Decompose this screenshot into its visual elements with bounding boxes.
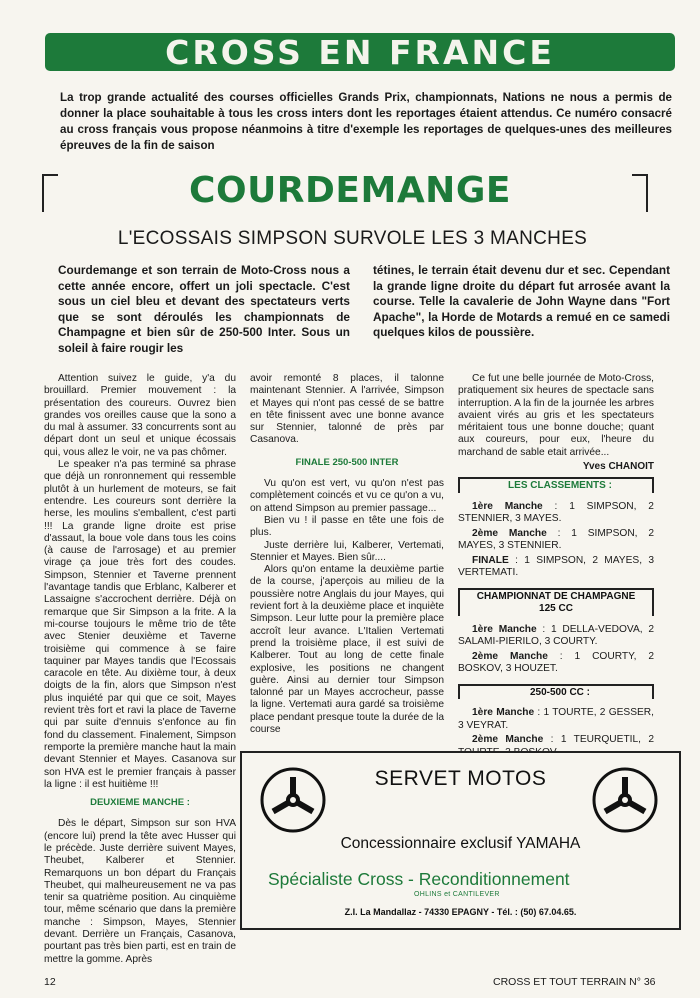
author-signature: Yves CHANOIT — [582, 461, 654, 473]
ad-dealer-line: Concessionnaire exclusif YAMAHA — [340, 835, 581, 852]
ad-shop-name: SERVET MOTOS — [374, 767, 547, 790]
championship-header — [458, 588, 654, 616]
lead-left: Courdemange et son terrain de Moto-Cross nous a cette année encore, offert un joli spectacle. C'est sous un ciel bleu et devant des spectateurs verts que se sont déroulés les championnats de Champagne et bien sûr de 250-500 Inter. Sous un soleil à faire rougir les — [58, 263, 350, 355]
body-paragraph: Ce fut une belle journée de Moto-Cross, pratiquement six heures de spectacle sans interruption. A la fin de la journée les arbres avaient virés au gris et les spectateurs méritaient tous une bonne douche; quant aux coureurs, pour eux, l'heure du marchand de sable etait arrivée... — [458, 373, 654, 458]
result-row: 1ère Manche : 1 TOURTE, 2 GESSER, 3 VEYRAT. — [458, 707, 654, 731]
results-block — [458, 477, 654, 759]
result-row: 2ème Manche : 1 COURTY, 2 BOSKOV, 3 HOUZET. — [458, 650, 654, 675]
article-subtitle: L'ECOSSAIS SIMPSON SURVOLE LES 3 MANCHES — [117, 228, 588, 249]
column-1 — [44, 373, 236, 966]
body-paragraph: Bien vu ! il passe en tête une fois de plus. — [250, 514, 444, 539]
body-paragraph: avoir remonté 8 places, il talonne maintenant Stennier. A l'arrivée, Simpson et Mayes qui n'ont pas cessé de se battre en tête finissent avec une bonne avance sur Stennier, talonné de près par Casanova. — [250, 373, 444, 446]
result-row: 2ème Manche : 1 SIMPSON, 2 MAYES, 3 STENNIER. — [458, 527, 654, 552]
result-row: 1ère Manche : 1 DELLA-VEDOVA, 2 SALAMI-PIERILO, 3 COURTY. — [458, 623, 654, 648]
section-heading-finale: FINALE 250-500 INTER — [295, 456, 399, 468]
championship-title: CHAMPIONNAT DE CHAMPAGNE — [476, 590, 636, 602]
section-heading-deuxieme-manche: DEUXIEME MANCHE : — [90, 797, 190, 809]
intro-paragraph: La trop grande actualité des courses officielles Grands Prix, championnats, Nations ne nous a permis de donner la place souhaitable à tous les cross inters dont les reportages étaient attendus. Ce numéro consacré au cross français vous propose néanmoins à titre d'exemple les reportages de quelques-unes des meilleures épreuves de la fin de saison — [60, 91, 672, 152]
banner-title: CROSS EN FRANCE — [165, 32, 555, 72]
body-paragraph: Le speaker n'a pas terminé sa phrase que déjà un ronronnement qui ressemble plutôt à un hurlement de moteurs, se fait entendre. Les coureurs sont derrière la herse, les moulins s'emballent, c'est parti !!! La grande ligne droite est prise d'assaut, la boue vole dans tous les coins (à cause de l'arrosage) et au premier virage ça joue très fort des coudes. Simpson, Stennier et Taverne prennent l'avantage tandis que Erblanc, Kalberer et Lassaigne s'accrochent derrière. Déjà on remarque que Sir Simpson a la frite. A la mi-course toujours le même trio de tête avec Stenier deuxième et Taverne troisième qui commence à se faire taquiner par Mayes tandis que l'Ecossais caracole en tête. Au dixième tour, à deux doigts de la fin, alors que Simpson n'est plus inquiété par qui que ce soit, Mayes revient très fort et ravi la place de Taverne qui par suite d'ennuis s'enfonce au fin fond du classement. Finalement, Simpson remporte la première manche haut la main devant Stennier et Mayes. Casanova sur son HVA est le premier français à passer la ligne : il est huitième !!! — [44, 459, 236, 790]
section-banner — [45, 33, 675, 71]
results-header: LES CLASSEMENTS : — [458, 477, 654, 493]
result-row: 1ère Manche : 1 SIMPSON, 2 STENNIER, 3 MAYES. — [458, 500, 654, 525]
body-paragraph: Alors qu'on entame la deuxième partie de la course, j'aperçois au milieu de la poussière notre Anglais du jour Mayes, qui revient fort à la deuxième place et inquiète Simpson. Leur lutte pour la première place accroît leur avance. L'Italien Vertemati prend la troisième place, il est suivi de Kalberer. Tout au long de cette finale explosive, les positions ne changent guère. Ainsi au dernier tour Simpson talonné par un Mayes accrocheur, passe la ligne. Vertemati aura gardé sa troisième place pendant presque toute la durée de la course — [250, 564, 444, 736]
column-2 — [250, 373, 444, 736]
body-paragraph: Dès le départ, Simpson sur son HVA (encore lui) prend la tête avec Husser qui le précède. Juste derrière suivent Mayes, Theubet, Kalberer et Stennier. Remarquons un bon départ du Français Theubet, qui malheureusement ne va pas tenir sa quatrième position. Au cinquième tour, même scénario que dans la première manche : Simpson, Mayes, Stennier devant. Derrière un Français, Casanova, pourtant pas très bien parti, est en train de mettre la gomme. Après — [44, 818, 236, 965]
result-row: FINALE : 1 SIMPSON, 2 MAYES, 3 VERTEMATI. — [458, 554, 654, 579]
page-number: 12 — [44, 976, 56, 988]
ad-specialty: Spécialiste Cross - Reconditionnement — [268, 869, 570, 889]
body-paragraph: Juste derrière lui, Kalberer, Vertemati, Stennier et Mayes. Bien sûr.... — [250, 539, 444, 563]
article-title: COURDEMANGE — [189, 170, 511, 211]
body-paragraph: Attention suivez le guide, y'a du brouillard. Premier mouvement : la présentation des coureurs. Ouvrez bien grandes vos oreilles cause que la sono a du mal à assumer. 33 concurrents sont au départ dont un seul et unique écossais qui, vous allez le voir, ne va pas chômer. — [44, 373, 236, 458]
magazine-issue: CROSS ET TOUT TERRAIN N° 36 — [493, 976, 656, 988]
column-3 — [458, 373, 654, 761]
class-250-500-header: 250-500 CC : — [458, 684, 654, 700]
lead-right: tétines, le terrain était devenu dur et sec. Cependant la grande ligne droite du départ fut arrosée avant la course. Telle la cavalerie de John Wayne dans "Fort Apache", la Horde de Motards a remué en ce samedi quelques kilos de poussière. — [373, 263, 670, 339]
headline-bracket-left — [42, 174, 58, 212]
ad-address: Z.I. La Mandallaz - 74330 EPAGNY - Tél. : (50) 67.04.65. — [344, 907, 577, 917]
result-row: 2ème Manche : 1 TEURQUETIL, 2 — [472, 734, 654, 746]
body-paragraph: Vu qu'on est vert, vu qu'on n'est pas complètement coincés et vu ce qu'on a vu, on attend Simpson au premier passage... — [250, 478, 444, 514]
championship-class: 125 CC — [539, 603, 573, 615]
advertisement-servet-motos — [240, 751, 681, 930]
ad-brands: OHLINS et CANTILEVER — [414, 891, 500, 898]
